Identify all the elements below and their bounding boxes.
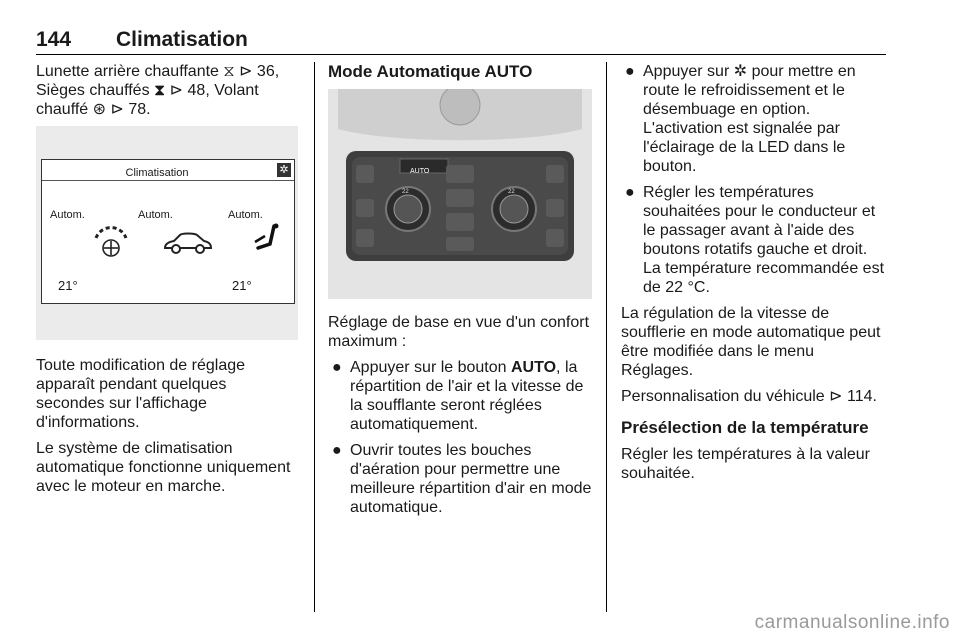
bullet-press-auto: ● Appuyer sur le bouton AUTO, la répartition de l'air et la vitesse de la soufflante seront réglées automatiquement. [332,359,584,433]
paragraph-fan-speed: La régulation de la vitesse de soufflerie en mode automatique peut être modifiée dans le menu Réglages. [621,305,881,379]
display-divider [42,180,294,181]
paragraph-display-change: Toute modification de réglage apparaît pendant quelques secondes sur l'affichage d'informations. [36,357,246,431]
temperature-right: 21° [232,278,252,293]
paragraph-basic-setting: Réglage de base en vue d'un confort maximum : [328,314,590,350]
page-title: Climatisation [116,28,248,51]
column-divider-1 [314,62,315,612]
watermark: carmanualsonline.info [754,612,950,633]
right-knob-temp-label: 22 [508,189,515,195]
bullet-press-ac: ● Appuyer sur ✲ pour mettre en route le refroidissement et le désembuage en option. L'activation est signalée par l'éclairage de la LED dans le bouton. [625,63,856,175]
fan-icon [90,224,132,260]
settings-gear-icon: ✲ [277,163,291,177]
paragraph-set-temperature: Régler les températures à la valeur souhaitée. [621,446,871,482]
climate-display-figure [36,126,298,340]
section-heading-auto-mode: Mode Automatique AUTO [328,62,533,81]
left-knob-temp-label: 22 [402,189,409,195]
paragraph-personalization: Personnalisation du véhicule ⊳ 114. [621,388,877,405]
bullet-dot-icon: ● [625,184,635,201]
display-title: Climatisation [125,167,189,179]
column-divider-2 [606,62,607,612]
page-header [36,24,886,55]
seat-airflow-icon [252,222,282,258]
car-icon [162,230,214,256]
autom-label-right: Autom. [228,209,263,221]
info-display-screen [41,159,295,304]
bullet-dot-icon: ● [332,359,342,376]
autom-label-left: Autom. [50,209,85,221]
bullet-dot-icon: ● [625,63,635,80]
temperature-left: 21° [58,278,78,293]
autom-label-center: Autom. [138,209,173,221]
control-panel-illustration [328,89,592,299]
page-number: 144 [36,28,72,51]
column-1 [36,62,298,503]
bullet-open-vents: ● Ouvrir toutes les bouches d'aération pour permettre une meilleure répartition d'air en mode automatique. [332,442,592,516]
section-heading-temperature-preset: Présélection de la température [621,418,869,437]
paragraph-engine-running: Le système de climatisation automatique fonctionne uniquement avec le moteur en marche. [36,440,291,495]
bullet-dot-icon: ● [332,442,342,459]
intro-text: Lunette arrière chauffante ⧖ ⊳ 36, Sièges chauffés ⧗ ⊳ 48, Volant chauffé ⊛ ⊳ 78. [36,63,280,118]
auto-button-label: AUTO [410,168,430,175]
column-3 [621,62,887,490]
bullet-set-temperatures: ● Régler les températures souhaitées pour le conducteur et le passager avant à l'aide des boutons rotatifs gauche et droit. La température recommandée est de 22 °C. [625,184,885,296]
auto-keyword: AUTO [511,359,557,376]
column-2 [328,62,592,524]
climate-control-panel-figure [328,89,592,299]
